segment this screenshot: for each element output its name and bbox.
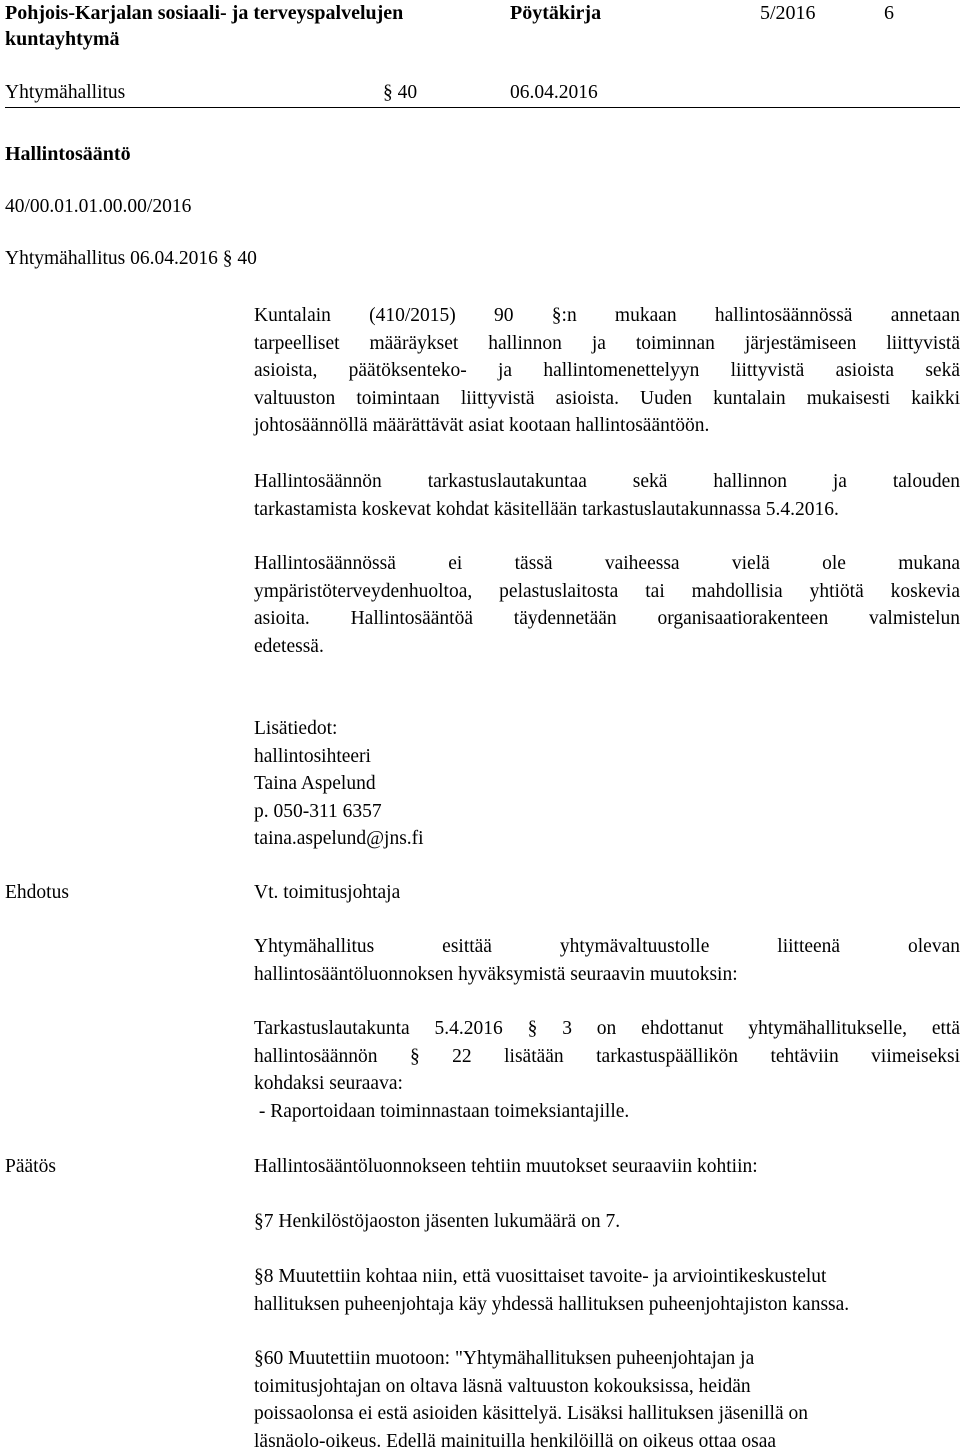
- organization-name-line1: Pohjois-Karjalan sosiaali- ja terveyspalvelujen: [5, 2, 404, 24]
- ehdotus-author: Vt. toimitusjohtaja: [254, 882, 401, 903]
- contact-title: hallintosihteeri: [254, 745, 371, 767]
- meeting-section: § 40: [383, 82, 418, 103]
- document-type: Pöytäkirja: [510, 2, 602, 24]
- meeting-body: Yhtymähallitus: [5, 82, 126, 103]
- paatos-intro: Hallintosääntöluonnokseen tehtiin muutokset seuraaviin kohtiin:: [254, 1156, 758, 1177]
- organization-name-line2: kuntayhtymä: [5, 28, 120, 50]
- organization-name: [5, 0, 403, 52]
- contact-phone: p. 050-311 6357: [254, 800, 382, 822]
- ehdotus-paragraph-1: Yhtymähallitus esittää yhtymävaltuustolle liitteenä olevan hallintosääntöluonnoksen hyväksymistä seuraavin muutoksin:: [254, 936, 960, 985]
- page-number: 6: [884, 2, 894, 24]
- contact-name: Taina Aspelund: [254, 773, 376, 794]
- ehdotus-paragraph-2: Tarkastuslautakunta 5.4.2016 § 3 on ehdottanut yhtymähallitukselle, että hallintosäännön § 22 lisätään tarkastuspäällikön tehtäviin viimeiseksi kohdaksi seuraava: - Raportoidaan toiminnastaan toimeksiantajille.: [254, 1018, 960, 1122]
- contact-email: taina.aspelund@jns.fi: [254, 828, 424, 849]
- ehdotus-label: Ehdotus: [5, 882, 69, 903]
- meeting-date: 06.04.2016: [510, 82, 598, 103]
- record-id: 40/00.01.01.00.00/2016: [5, 196, 192, 217]
- paatos-label: Päätös: [5, 1156, 56, 1177]
- paragraph-1: Kuntalain (410/2015) 90 §:n mukaan hallintosäännössä annetaan tarpeelliset määräykset hallinnon ja toiminnan järjestämiseen liittyvistä asioista, päätöksenteko- ja hallintomenettelyyn liittyvistä asioista sekä valtuuston toimintaan liittyvistä asioista. Uuden kuntalain mukaisesti kaikki johtosäännöllä määrättävät asiat kootaan hallintosääntöön.: [254, 305, 960, 436]
- paatos-item-1: §7 Henkilöstöjaoston jäsenten lukumäärä on 7.: [254, 1211, 621, 1232]
- contact-info: [254, 715, 424, 853]
- contact-heading: Lisätiedot:: [254, 718, 338, 739]
- page-title: Hallintosääntö: [5, 143, 131, 165]
- paragraph-2: Hallintosäännön tarkastuslautakuntaa sekä hallinnon ja talouden tarkastamista koskevat kohdat käsitellään tarkastuslautakunnassa 5.4.2016.: [254, 471, 960, 520]
- document-number: 5/2016: [760, 2, 816, 24]
- paatos-item-2: §8 Muutettiin kohtaa niin, että vuosittaiset tavoite- ja arviointikeskustelut hallituksen puheenjohtaja käy yhdessä hallituksen puheenjohtajiston kanssa.: [254, 1266, 850, 1315]
- handling-history: Yhtymähallitus 06.04.2016 § 40: [5, 248, 257, 269]
- paatos-item-3: §60 Muutettiin muotoon: "Yhtymähallituksen puheenjohtajan ja toimitusjohtajan on oltava läsnä valtuuston kokouksissa, heidän poissaolonsa ei estä asioiden käsittelyä. Lisäksi hallituksen jäsenillä on läsnäolo-oikeus. Edellä mainituilla henkilöillä on oikeus ottaa osaa: [254, 1348, 809, 1452]
- paragraph-3: Hallintosäännössä ei tässä vaiheessa vielä ole mukana ympäristöterveydenhuoltoa, pelastuslaitosta tai mahdollisia yhtiötä koskevia asioita. Hallintosääntöä täydennetään organisaatiorakenteen valmistelun edetessä.: [254, 553, 960, 657]
- header-rule: [5, 107, 960, 108]
